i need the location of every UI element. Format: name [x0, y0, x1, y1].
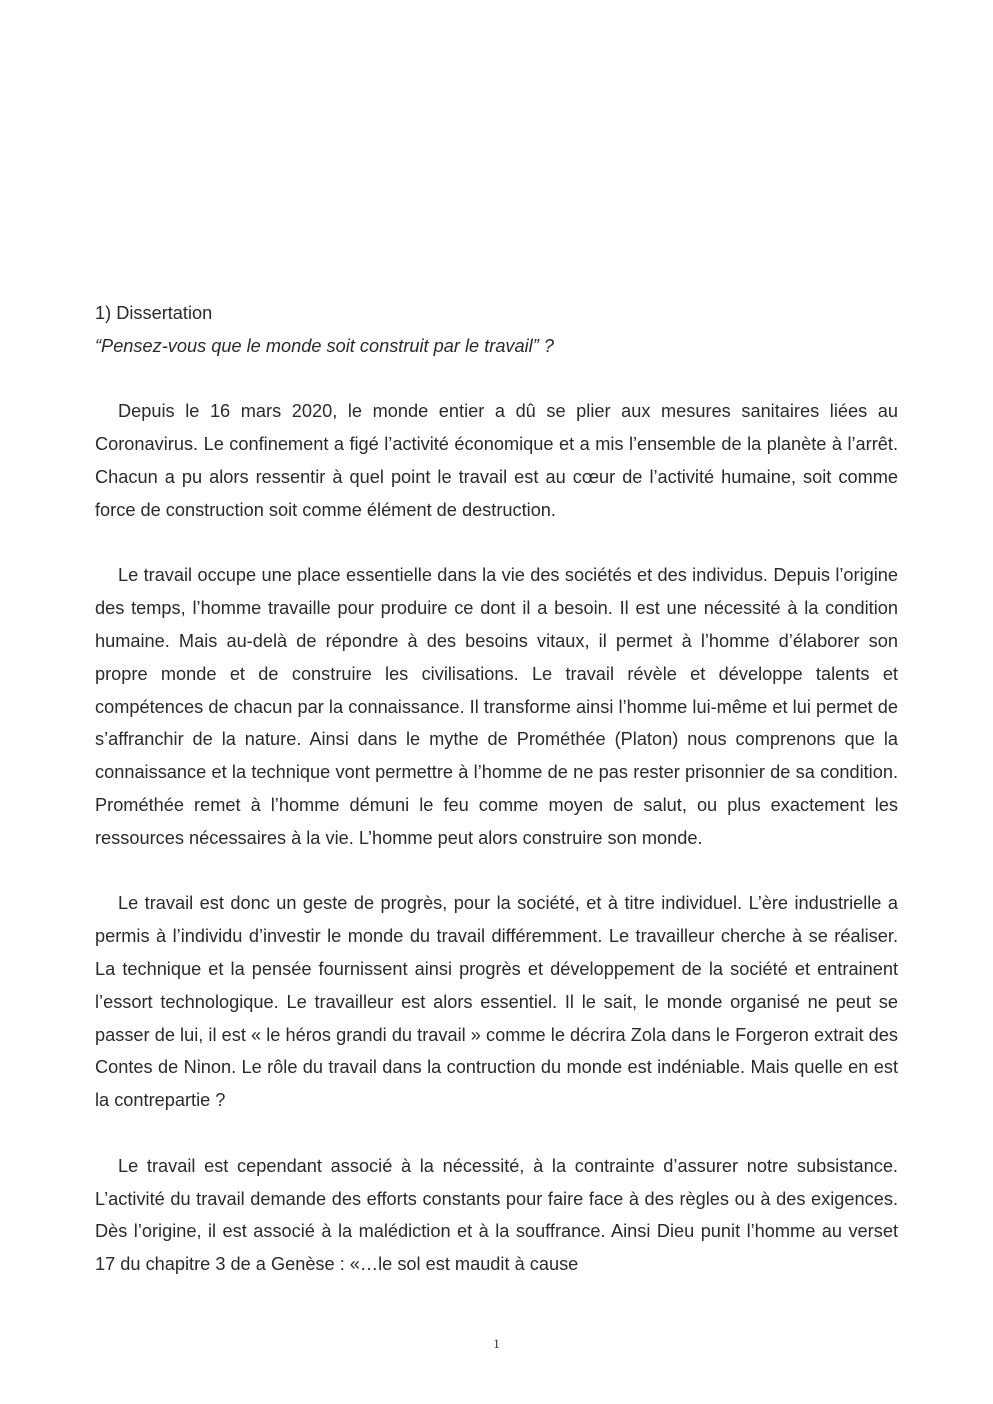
paragraph-progress: Le travail est donc un geste de progrès, pour la société, et à titre individuel. L’ère industrielle a permis à l’individu d’investir le monde du travail différemment. Le travailleur cherche à se réaliser. La technique et la pensée fournissent ainsi progrès et développement de la société et entrainent l’essort technologique. Le travailleur est alors essentiel. Il le sait, le monde organisé ne peut se passer de lui, il est « le héros grandi du travail » comme le décrira Zola dans le Forgeron extrait des Contes de Ninon. Le rôle du travail dans la contruction du monde est indéniable. Mais quelle en est la contrepartie ? [95, 893, 898, 1111]
paragraph-constraint: Le travail est cependant associé à la nécessité, à la contrainte d’assurer notre subsistance. L’activité du travail demande des efforts constants pour faire face à des règles ou à des exigences. Dès l’origine, il est associé à la malédiction et à la souffrance. Ainsi Dieu punit l’homme au verset 17 du chapitre 3 de a Genèse : «…le sol est maudit à cause [95, 1155, 898, 1275]
document-body [95, 297, 898, 1281]
section-heading: 1) Dissertation [95, 303, 213, 323]
page-number: 1 [493, 1336, 500, 1351]
paragraph-work-place: Le travail occupe une place essentielle dans la vie des sociétés et des individus. Depuis l’origine des temps, l’homme travaille pour produire ce dont il a besoin. Il est une nécessité à la condition humaine. Mais au-delà de répondre à des besoins vitaux, il permet à l’homme d’élaborer son propre monde et de construire les civilisations. Le travail révèle et développe talents et compétences de chacun par la connaissance. Il transforme ainsi l’homme lui-même et lui permet de s’affranchir de la nature. Ainsi dans le mythe de Prométhée (Platon) nous comprenons que la connaissance et la technique vont permettre à l’homme de ne pas rester prisonnier de sa condition. Prométhée remet à l’homme démuni le feu comme moyen de salut, ou plus exactement les ressources nécessaires à la vie. L’homme peut alors construire son monde. [95, 565, 898, 848]
paragraph-intro: Depuis le 16 mars 2020, le monde entier a dû se plier aux mesures sanitaires liées au Coronavirus. Le confinement a figé l’activité économique et a mis l’ensemble de la planète à l’arrêt. Chacun a pu alors ressentir à quel point le travail est au cœur de l’activité humaine, soit comme force de construction soit comme élément de destruction. [95, 401, 898, 520]
dissertation-subject: “Pensez-vous que le monde soit construit par le travail” ? [95, 335, 554, 356]
